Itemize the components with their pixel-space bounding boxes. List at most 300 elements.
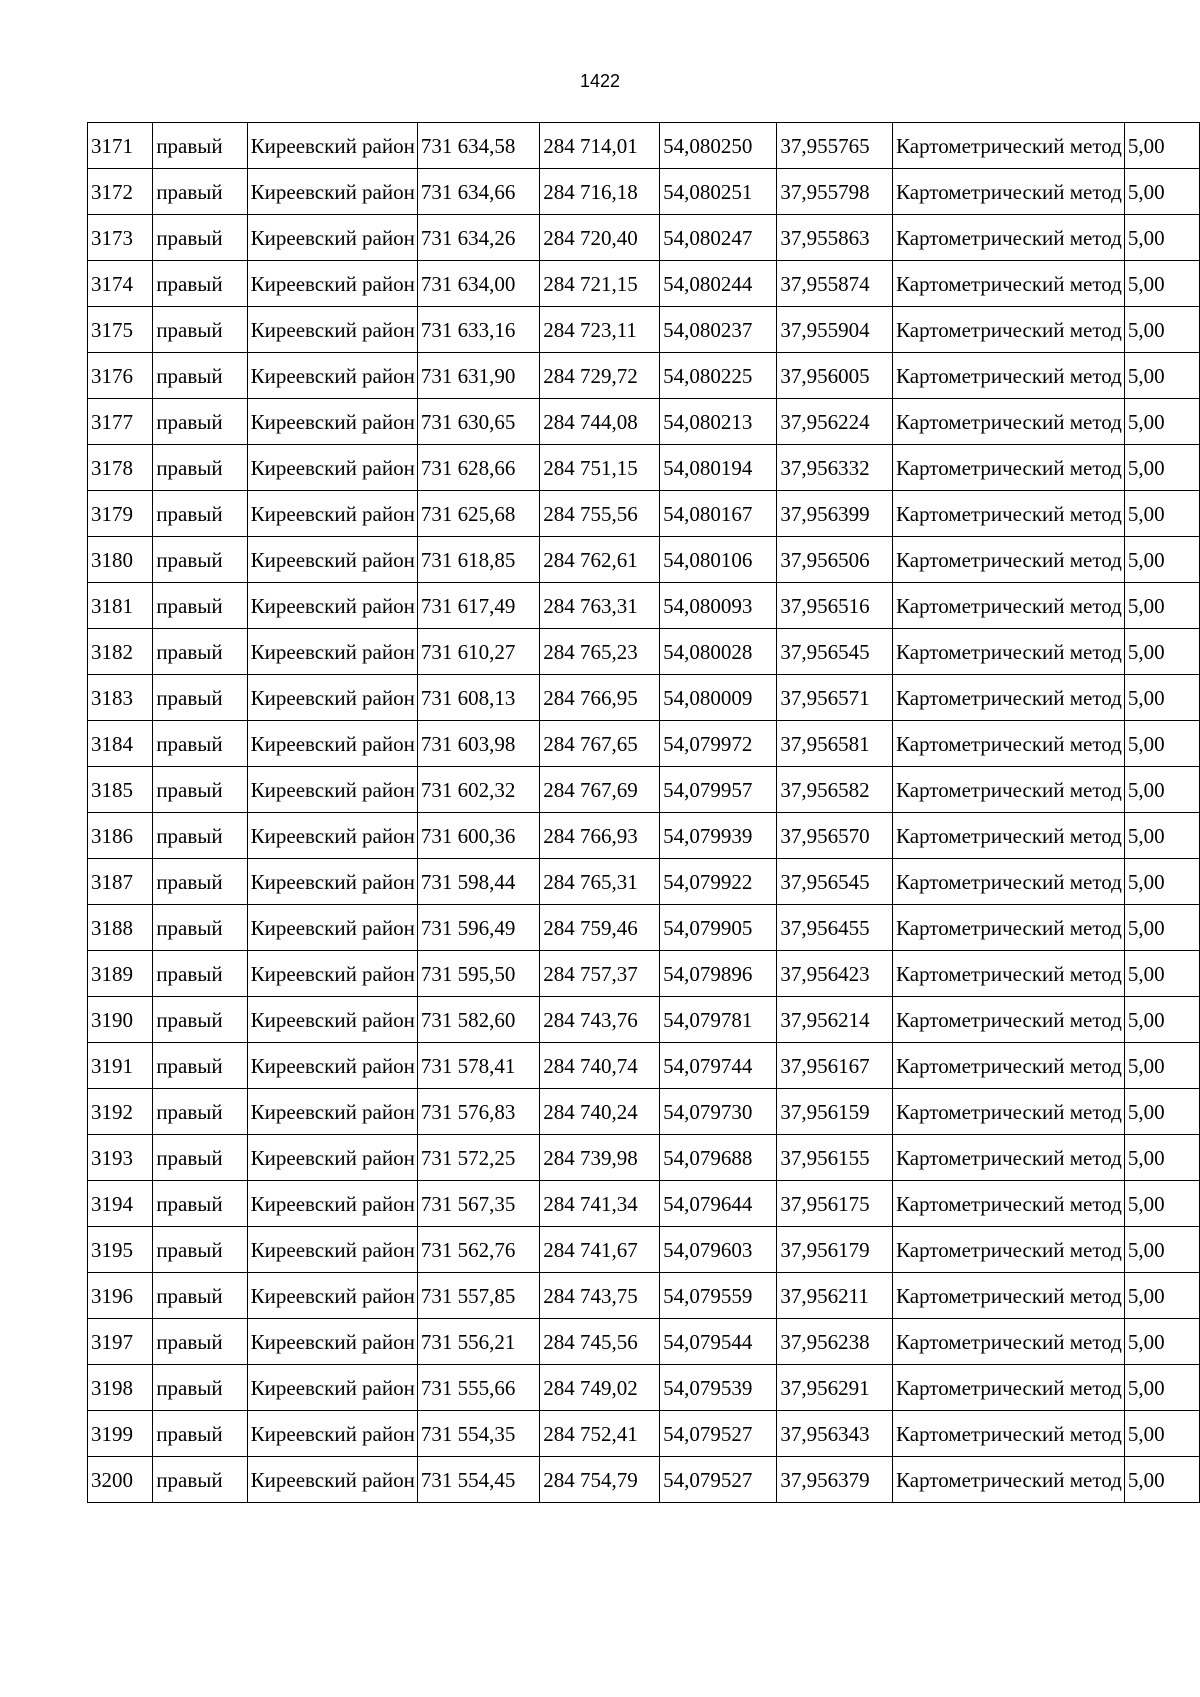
table-row: [88, 1181, 1200, 1227]
table-row: [88, 537, 1200, 583]
point-number-cell: 3186: [88, 813, 153, 859]
method-cell: Картометрический метод: [893, 629, 1125, 675]
bank-side-cell: правый: [153, 537, 247, 583]
district-cell: Киреевский район: [247, 399, 417, 445]
method-cell: Картометрический метод: [893, 1135, 1125, 1181]
district-cell: Киреевский район: [247, 445, 417, 491]
y-coordinate-cell: 284 757,37: [540, 951, 660, 997]
latitude-cell: 54,079539: [660, 1365, 777, 1411]
y-coordinate-cell: 284 766,95: [540, 675, 660, 721]
x-coordinate-cell: 731 634,66: [417, 169, 539, 215]
accuracy-cell: 5,00: [1124, 1089, 1199, 1135]
accuracy-cell: 5,00: [1124, 1043, 1199, 1089]
point-number-cell: 3195: [88, 1227, 153, 1273]
point-number-cell: 3199: [88, 1411, 153, 1457]
longitude-cell: 37,956005: [777, 353, 893, 399]
point-number-cell: 3175: [88, 307, 153, 353]
table-row: [88, 215, 1200, 261]
y-coordinate-cell: 284 752,41: [540, 1411, 660, 1457]
method-cell: Картометрический метод: [893, 491, 1125, 537]
longitude-cell: 37,956155: [777, 1135, 893, 1181]
y-coordinate-cell: 284 767,69: [540, 767, 660, 813]
table-row: [88, 583, 1200, 629]
district-cell: Киреевский район: [247, 537, 417, 583]
table-row: [88, 491, 1200, 537]
y-coordinate-cell: 284 744,08: [540, 399, 660, 445]
latitude-cell: 54,080247: [660, 215, 777, 261]
latitude-cell: 54,079781: [660, 997, 777, 1043]
longitude-cell: 37,956582: [777, 767, 893, 813]
latitude-cell: 54,079603: [660, 1227, 777, 1273]
latitude-cell: 54,080237: [660, 307, 777, 353]
method-cell: Картометрический метод: [893, 261, 1125, 307]
bank-side-cell: правый: [153, 675, 247, 721]
latitude-cell: 54,079730: [660, 1089, 777, 1135]
district-cell: Киреевский район: [247, 1273, 417, 1319]
x-coordinate-cell: 731 572,25: [417, 1135, 539, 1181]
district-cell: Киреевский район: [247, 1411, 417, 1457]
longitude-cell: 37,955874: [777, 261, 893, 307]
longitude-cell: 37,955863: [777, 215, 893, 261]
page-number: 1422: [579, 71, 621, 91]
longitude-cell: 37,956343: [777, 1411, 893, 1457]
y-coordinate-cell: 284 766,93: [540, 813, 660, 859]
bank-side-cell: правый: [153, 399, 247, 445]
district-cell: Киреевский район: [247, 813, 417, 859]
district-cell: Киреевский район: [247, 1319, 417, 1365]
table-row: [88, 169, 1200, 215]
method-cell: Картометрический метод: [893, 1089, 1125, 1135]
x-coordinate-cell: 731 603,98: [417, 721, 539, 767]
x-coordinate-cell: 731 578,41: [417, 1043, 539, 1089]
accuracy-cell: 5,00: [1124, 951, 1199, 997]
y-coordinate-cell: 284 741,34: [540, 1181, 660, 1227]
y-coordinate-cell: 284 749,02: [540, 1365, 660, 1411]
district-cell: Киреевский район: [247, 1135, 417, 1181]
district-cell: Киреевский район: [247, 951, 417, 997]
method-cell: Картометрический метод: [893, 399, 1125, 445]
bank-side-cell: правый: [153, 491, 247, 537]
point-number-cell: 3184: [88, 721, 153, 767]
point-number-cell: 3172: [88, 169, 153, 215]
point-number-cell: 3174: [88, 261, 153, 307]
longitude-cell: 37,955765: [777, 123, 893, 169]
district-cell: Киреевский район: [247, 859, 417, 905]
accuracy-cell: 5,00: [1124, 1365, 1199, 1411]
y-coordinate-cell: 284 754,79: [540, 1457, 660, 1503]
table-row: [88, 813, 1200, 859]
longitude-cell: 37,956175: [777, 1181, 893, 1227]
bank-side-cell: правый: [153, 123, 247, 169]
table-row: [88, 261, 1200, 307]
longitude-cell: 37,956179: [777, 1227, 893, 1273]
accuracy-cell: 5,00: [1124, 445, 1199, 491]
y-coordinate-cell: 284 721,15: [540, 261, 660, 307]
y-coordinate-cell: 284 720,40: [540, 215, 660, 261]
latitude-cell: 54,079939: [660, 813, 777, 859]
bank-side-cell: правый: [153, 859, 247, 905]
latitude-cell: 54,079896: [660, 951, 777, 997]
latitude-cell: 54,080167: [660, 491, 777, 537]
point-number-cell: 3192: [88, 1089, 153, 1135]
table-row: [88, 1227, 1200, 1273]
district-cell: Киреевский район: [247, 307, 417, 353]
bank-side-cell: правый: [153, 1457, 247, 1503]
district-cell: Киреевский район: [247, 215, 417, 261]
table-row: [88, 307, 1200, 353]
district-cell: Киреевский район: [247, 721, 417, 767]
method-cell: Картометрический метод: [893, 307, 1125, 353]
x-coordinate-cell: 731 576,83: [417, 1089, 539, 1135]
point-number-cell: 3191: [88, 1043, 153, 1089]
latitude-cell: 54,080028: [660, 629, 777, 675]
y-coordinate-cell: 284 759,46: [540, 905, 660, 951]
method-cell: Картометрический метод: [893, 123, 1125, 169]
y-coordinate-cell: 284 716,18: [540, 169, 660, 215]
x-coordinate-cell: 731 610,27: [417, 629, 539, 675]
district-cell: Киреевский район: [247, 629, 417, 675]
table-row: [88, 675, 1200, 721]
accuracy-cell: 5,00: [1124, 307, 1199, 353]
district-cell: Киреевский район: [247, 997, 417, 1043]
table-row: [88, 1457, 1200, 1503]
point-number-cell: 3200: [88, 1457, 153, 1503]
bank-side-cell: правый: [153, 215, 247, 261]
bank-side-cell: правый: [153, 1043, 247, 1089]
accuracy-cell: 5,00: [1124, 1227, 1199, 1273]
point-number-cell: 3188: [88, 905, 153, 951]
bank-side-cell: правый: [153, 721, 247, 767]
bank-side-cell: правый: [153, 169, 247, 215]
bank-side-cell: правый: [153, 997, 247, 1043]
y-coordinate-cell: 284 740,74: [540, 1043, 660, 1089]
latitude-cell: 54,079559: [660, 1273, 777, 1319]
accuracy-cell: 5,00: [1124, 721, 1199, 767]
method-cell: Картометрический метод: [893, 1457, 1125, 1503]
method-cell: Картометрический метод: [893, 675, 1125, 721]
accuracy-cell: 5,00: [1124, 261, 1199, 307]
bank-side-cell: правый: [153, 1319, 247, 1365]
point-number-cell: 3193: [88, 1135, 153, 1181]
point-number-cell: 3178: [88, 445, 153, 491]
district-cell: Киреевский район: [247, 1457, 417, 1503]
point-number-cell: 3171: [88, 123, 153, 169]
y-coordinate-cell: 284 740,24: [540, 1089, 660, 1135]
x-coordinate-cell: 731 557,85: [417, 1273, 539, 1319]
table-row: [88, 951, 1200, 997]
longitude-cell: 37,956545: [777, 859, 893, 905]
x-coordinate-cell: 731 567,35: [417, 1181, 539, 1227]
method-cell: Картометрический метод: [893, 169, 1125, 215]
method-cell: Картометрический метод: [893, 1227, 1125, 1273]
accuracy-cell: 5,00: [1124, 1135, 1199, 1181]
y-coordinate-cell: 284 739,98: [540, 1135, 660, 1181]
table-row: [88, 905, 1200, 951]
accuracy-cell: 5,00: [1124, 1273, 1199, 1319]
point-number-cell: 3177: [88, 399, 153, 445]
latitude-cell: 54,079688: [660, 1135, 777, 1181]
table-row: [88, 1089, 1200, 1135]
method-cell: Картометрический метод: [893, 997, 1125, 1043]
longitude-cell: 37,956545: [777, 629, 893, 675]
method-cell: Картометрический метод: [893, 905, 1125, 951]
accuracy-cell: 5,00: [1124, 1411, 1199, 1457]
district-cell: Киреевский район: [247, 261, 417, 307]
table-row: [88, 1411, 1200, 1457]
method-cell: Картометрический метод: [893, 537, 1125, 583]
table-row: [88, 1043, 1200, 1089]
accuracy-cell: 5,00: [1124, 1181, 1199, 1227]
bank-side-cell: правый: [153, 1365, 247, 1411]
accuracy-cell: 5,00: [1124, 767, 1199, 813]
point-number-cell: 3189: [88, 951, 153, 997]
x-coordinate-cell: 731 634,58: [417, 123, 539, 169]
table-row: [88, 767, 1200, 813]
table-body: [88, 123, 1200, 1503]
x-coordinate-cell: 731 562,76: [417, 1227, 539, 1273]
longitude-cell: 37,956159: [777, 1089, 893, 1135]
latitude-cell: 54,079644: [660, 1181, 777, 1227]
table-row: [88, 1273, 1200, 1319]
point-number-cell: 3183: [88, 675, 153, 721]
accuracy-cell: 5,00: [1124, 399, 1199, 445]
x-coordinate-cell: 731 608,13: [417, 675, 539, 721]
y-coordinate-cell: 284 767,65: [540, 721, 660, 767]
table-row: [88, 445, 1200, 491]
method-cell: Картометрический метод: [893, 353, 1125, 399]
x-coordinate-cell: 731 634,26: [417, 215, 539, 261]
latitude-cell: 54,080009: [660, 675, 777, 721]
latitude-cell: 54,080244: [660, 261, 777, 307]
table-row: [88, 399, 1200, 445]
district-cell: Киреевский район: [247, 767, 417, 813]
bank-side-cell: правый: [153, 445, 247, 491]
longitude-cell: 37,956571: [777, 675, 893, 721]
y-coordinate-cell: 284 755,56: [540, 491, 660, 537]
accuracy-cell: 5,00: [1124, 905, 1199, 951]
method-cell: Картометрический метод: [893, 859, 1125, 905]
method-cell: Картометрический метод: [893, 721, 1125, 767]
bank-side-cell: правый: [153, 1411, 247, 1457]
table-row: [88, 1365, 1200, 1411]
longitude-cell: 37,956516: [777, 583, 893, 629]
latitude-cell: 54,079905: [660, 905, 777, 951]
accuracy-cell: 5,00: [1124, 215, 1199, 261]
table-row: [88, 1135, 1200, 1181]
bank-side-cell: правый: [153, 1273, 247, 1319]
coordinates-table: [87, 122, 1200, 1503]
y-coordinate-cell: 284 743,76: [540, 997, 660, 1043]
method-cell: Картометрический метод: [893, 1411, 1125, 1457]
district-cell: Киреевский район: [247, 353, 417, 399]
latitude-cell: 54,080251: [660, 169, 777, 215]
point-number-cell: 3182: [88, 629, 153, 675]
longitude-cell: 37,955798: [777, 169, 893, 215]
x-coordinate-cell: 731 600,36: [417, 813, 539, 859]
longitude-cell: 37,956455: [777, 905, 893, 951]
district-cell: Киреевский район: [247, 169, 417, 215]
latitude-cell: 54,080093: [660, 583, 777, 629]
latitude-cell: 54,079957: [660, 767, 777, 813]
y-coordinate-cell: 284 765,31: [540, 859, 660, 905]
point-number-cell: 3179: [88, 491, 153, 537]
x-coordinate-cell: 731 598,44: [417, 859, 539, 905]
table-row: [88, 721, 1200, 767]
accuracy-cell: 5,00: [1124, 583, 1199, 629]
x-coordinate-cell: 731 625,68: [417, 491, 539, 537]
bank-side-cell: правый: [153, 767, 247, 813]
y-coordinate-cell: 284 765,23: [540, 629, 660, 675]
latitude-cell: 54,080194: [660, 445, 777, 491]
y-coordinate-cell: 284 714,01: [540, 123, 660, 169]
longitude-cell: 37,956291: [777, 1365, 893, 1411]
accuracy-cell: 5,00: [1124, 123, 1199, 169]
district-cell: Киреевский район: [247, 1089, 417, 1135]
latitude-cell: 54,079527: [660, 1457, 777, 1503]
longitude-cell: 37,956211: [777, 1273, 893, 1319]
x-coordinate-cell: 731 554,35: [417, 1411, 539, 1457]
accuracy-cell: 5,00: [1124, 813, 1199, 859]
method-cell: Картометрический метод: [893, 215, 1125, 261]
district-cell: Киреевский район: [247, 675, 417, 721]
longitude-cell: 37,956238: [777, 1319, 893, 1365]
latitude-cell: 54,079972: [660, 721, 777, 767]
district-cell: Киреевский район: [247, 491, 417, 537]
point-number-cell: 3181: [88, 583, 153, 629]
table-row: [88, 997, 1200, 1043]
point-number-cell: 3194: [88, 1181, 153, 1227]
method-cell: Картометрический метод: [893, 583, 1125, 629]
latitude-cell: 54,079922: [660, 859, 777, 905]
longitude-cell: 37,956379: [777, 1457, 893, 1503]
method-cell: Картометрический метод: [893, 1273, 1125, 1319]
longitude-cell: 37,956214: [777, 997, 893, 1043]
y-coordinate-cell: 284 745,56: [540, 1319, 660, 1365]
point-number-cell: 3180: [88, 537, 153, 583]
x-coordinate-cell: 731 582,60: [417, 997, 539, 1043]
y-coordinate-cell: 284 741,67: [540, 1227, 660, 1273]
x-coordinate-cell: 731 617,49: [417, 583, 539, 629]
bank-side-cell: правый: [153, 307, 247, 353]
accuracy-cell: 5,00: [1124, 997, 1199, 1043]
table-row: [88, 353, 1200, 399]
method-cell: Картометрический метод: [893, 1319, 1125, 1365]
accuracy-cell: 5,00: [1124, 169, 1199, 215]
point-number-cell: 3190: [88, 997, 153, 1043]
x-coordinate-cell: 731 633,16: [417, 307, 539, 353]
latitude-cell: 54,080213: [660, 399, 777, 445]
x-coordinate-cell: 731 554,45: [417, 1457, 539, 1503]
longitude-cell: 37,955904: [777, 307, 893, 353]
table-row: [88, 629, 1200, 675]
x-coordinate-cell: 731 555,66: [417, 1365, 539, 1411]
accuracy-cell: 5,00: [1124, 1457, 1199, 1503]
longitude-cell: 37,956506: [777, 537, 893, 583]
accuracy-cell: 5,00: [1124, 629, 1199, 675]
method-cell: Картометрический метод: [893, 767, 1125, 813]
district-cell: Киреевский район: [247, 1043, 417, 1089]
latitude-cell: 54,079544: [660, 1319, 777, 1365]
longitude-cell: 37,956332: [777, 445, 893, 491]
table-row: [88, 123, 1200, 169]
method-cell: Картометрический метод: [893, 1043, 1125, 1089]
method-cell: Картометрический метод: [893, 1365, 1125, 1411]
longitude-cell: 37,956570: [777, 813, 893, 859]
bank-side-cell: правый: [153, 813, 247, 859]
method-cell: Картометрический метод: [893, 1181, 1125, 1227]
accuracy-cell: 5,00: [1124, 537, 1199, 583]
district-cell: Киреевский район: [247, 1365, 417, 1411]
accuracy-cell: 5,00: [1124, 491, 1199, 537]
y-coordinate-cell: 284 723,11: [540, 307, 660, 353]
accuracy-cell: 5,00: [1124, 353, 1199, 399]
district-cell: Киреевский район: [247, 1181, 417, 1227]
x-coordinate-cell: 731 631,90: [417, 353, 539, 399]
bank-side-cell: правый: [153, 629, 247, 675]
bank-side-cell: правый: [153, 353, 247, 399]
longitude-cell: 37,956224: [777, 399, 893, 445]
point-number-cell: 3196: [88, 1273, 153, 1319]
district-cell: Киреевский район: [247, 1227, 417, 1273]
district-cell: Киреевский район: [247, 583, 417, 629]
point-number-cell: 3198: [88, 1365, 153, 1411]
method-cell: Картометрический метод: [893, 445, 1125, 491]
x-coordinate-cell: 731 618,85: [417, 537, 539, 583]
x-coordinate-cell: 731 596,49: [417, 905, 539, 951]
y-coordinate-cell: 284 763,31: [540, 583, 660, 629]
x-coordinate-cell: 731 556,21: [417, 1319, 539, 1365]
y-coordinate-cell: 284 762,61: [540, 537, 660, 583]
bank-side-cell: правый: [153, 905, 247, 951]
latitude-cell: 54,080225: [660, 353, 777, 399]
table-row: [88, 859, 1200, 905]
y-coordinate-cell: 284 729,72: [540, 353, 660, 399]
y-coordinate-cell: 284 743,75: [540, 1273, 660, 1319]
bank-side-cell: правый: [153, 951, 247, 997]
method-cell: Картометрический метод: [893, 951, 1125, 997]
latitude-cell: 54,079744: [660, 1043, 777, 1089]
point-number-cell: 3173: [88, 215, 153, 261]
accuracy-cell: 5,00: [1124, 1319, 1199, 1365]
x-coordinate-cell: 731 630,65: [417, 399, 539, 445]
district-cell: Киреевский район: [247, 905, 417, 951]
latitude-cell: 54,080250: [660, 123, 777, 169]
accuracy-cell: 5,00: [1124, 859, 1199, 905]
district-cell: Киреевский район: [247, 123, 417, 169]
latitude-cell: 54,080106: [660, 537, 777, 583]
bank-side-cell: правый: [153, 1181, 247, 1227]
point-number-cell: 3197: [88, 1319, 153, 1365]
method-cell: Картометрический метод: [893, 813, 1125, 859]
x-coordinate-cell: 731 628,66: [417, 445, 539, 491]
table-row: [88, 1319, 1200, 1365]
y-coordinate-cell: 284 751,15: [540, 445, 660, 491]
x-coordinate-cell: 731 634,00: [417, 261, 539, 307]
point-number-cell: 3176: [88, 353, 153, 399]
bank-side-cell: правый: [153, 583, 247, 629]
accuracy-cell: 5,00: [1124, 675, 1199, 721]
point-number-cell: 3185: [88, 767, 153, 813]
longitude-cell: 37,956423: [777, 951, 893, 997]
latitude-cell: 54,079527: [660, 1411, 777, 1457]
x-coordinate-cell: 731 602,32: [417, 767, 539, 813]
x-coordinate-cell: 731 595,50: [417, 951, 539, 997]
bank-side-cell: правый: [153, 1135, 247, 1181]
point-number-cell: 3187: [88, 859, 153, 905]
bank-side-cell: правый: [153, 1227, 247, 1273]
longitude-cell: 37,956581: [777, 721, 893, 767]
longitude-cell: 37,956167: [777, 1043, 893, 1089]
